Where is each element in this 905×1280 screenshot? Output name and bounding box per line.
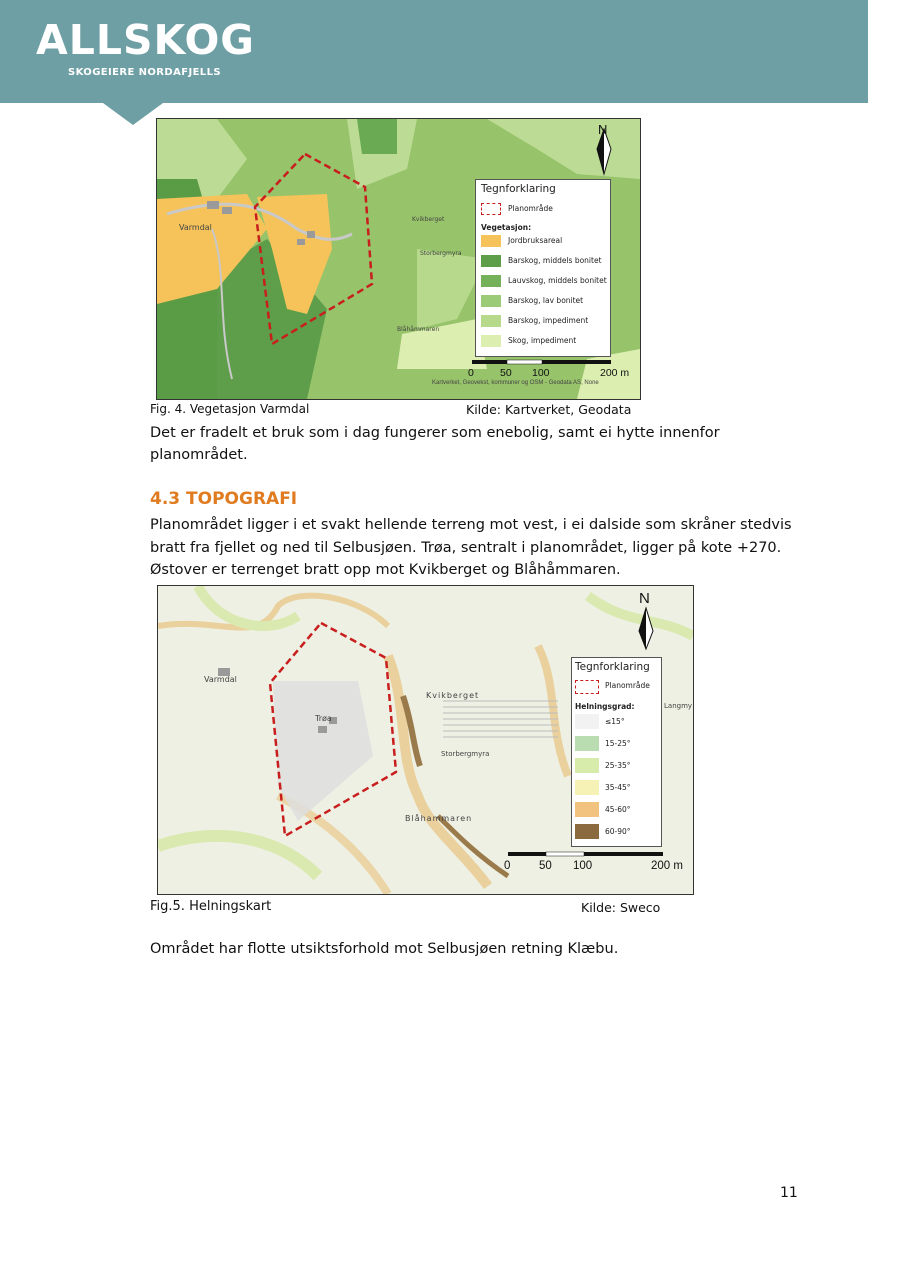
figure-caption: Fig. 4. Vegetasjon Varmdal [150, 402, 310, 416]
figure-source: Kilde: Kartverket, Geodata [466, 402, 632, 417]
place-name: Storbergmyra [441, 750, 490, 758]
legend-label: Barskog, lav bonitet [508, 296, 584, 305]
legend-label: 35-45° [605, 783, 631, 792]
north-label: N [598, 122, 608, 137]
plan-area-swatch [575, 680, 599, 694]
scale-label: 50 [539, 860, 552, 872]
logo-subtitle: SKOGEIERE NORDAFJELLS [68, 67, 221, 78]
legend-swatch [575, 802, 599, 817]
legend-label: Barskog, middels bonitet [508, 256, 602, 265]
place-name: Blåhåmmaren [397, 326, 440, 333]
slope-map [157, 585, 694, 895]
legend-swatch [481, 295, 501, 307]
place-name: Storbergmyra [420, 250, 462, 257]
legend-swatch [575, 714, 599, 729]
legend-row [575, 736, 694, 750]
legend-row [481, 295, 609, 309]
legend-label: ≤15° [605, 717, 625, 726]
place-name: Varmdal [204, 675, 237, 684]
legend-row [575, 802, 694, 816]
legend-label: 25-35° [605, 761, 631, 770]
legend-swatch [575, 780, 599, 795]
plan-area-swatch [481, 203, 501, 215]
legend-label: Jordbruksareal [508, 236, 563, 245]
vegetation-map [156, 118, 641, 400]
figure-caption: Fig.5. Helningskart [150, 899, 272, 914]
legend-label: Planområde [605, 681, 650, 690]
place-name: Trøa [315, 714, 332, 723]
scale-label: 100 [573, 860, 593, 872]
legend-label: 15-25° [605, 739, 631, 748]
legend-swatch [575, 736, 599, 751]
place-name: Kvikberget [426, 691, 480, 700]
legend-swatch [481, 275, 501, 287]
section-heading: 4.3 TOPOGRAFI [150, 489, 298, 509]
logo-title: ALLSKOG [36, 16, 255, 64]
header-notch [103, 103, 163, 125]
scale-label: 200 m [651, 860, 683, 872]
legend-section-heading: Helningsgrad: [575, 702, 635, 711]
place-name: Blåhammaren [405, 814, 473, 823]
scale-label: 50 [500, 367, 512, 379]
legend-row [575, 680, 694, 694]
legend-swatch [575, 824, 599, 839]
legend-label: Barskog, impediment [508, 316, 589, 325]
legend-row [481, 235, 609, 249]
scale-label: 100 [532, 367, 550, 379]
page-header [0, 0, 868, 103]
paragraph-line: Området har flotte utsiktsforhold mot Selbusjøen retning Klæbu. [150, 941, 619, 957]
place-name: Kvikberget [412, 216, 445, 223]
scale-label: 0 [468, 367, 474, 379]
legend-row [481, 315, 609, 329]
figure-source: Kilde: Sweco [581, 900, 661, 915]
legend-row [575, 758, 694, 772]
legend-label: Lauvskog, middels bonitet [508, 276, 607, 285]
page-number: 11 [780, 1185, 798, 1201]
legend-row [481, 335, 609, 349]
legend-label: 45-60° [605, 805, 631, 814]
legend-row [575, 824, 694, 838]
legend-row [575, 780, 694, 794]
legend-row [481, 275, 609, 289]
legend-title: Tegnforklaring [575, 661, 650, 673]
legend-label: Skog, impediment [508, 336, 577, 345]
paragraph-line: Det er fradelt et bruk som i dag fungerer som enebolig, samt ei hytte innenfor [150, 425, 720, 441]
paragraph-line: planområdet. [150, 447, 248, 463]
legend-swatch [481, 315, 501, 327]
place-name: Langmy [664, 702, 693, 710]
legend-swatch [481, 335, 501, 347]
paragraph-line: Østover er terrenget bratt opp mot Kvikberget og Blåhåmmaren. [150, 562, 621, 578]
legend-swatch [481, 235, 501, 247]
scale-label: 200 m [600, 367, 630, 379]
legend-title: Tegnforklaring [481, 183, 556, 195]
place-name: Varmdal [179, 223, 212, 232]
legend-row [575, 714, 694, 728]
legend-row [481, 203, 609, 217]
legend-label: Planområde [508, 204, 553, 213]
paragraph-line: Planområdet ligger i et svakt hellende terreng mot vest, i ei dalside som skråner stedvis [150, 517, 792, 533]
legend [475, 179, 611, 357]
scale-label: 0 [504, 860, 511, 872]
map-attribution: Kartverket, Geovekst, kommuner og OSM - Geodata AS, None [432, 380, 599, 386]
legend-swatch [481, 255, 501, 267]
paragraph-line: bratt fra fjellet og ned til Selbusjøen. Trøa, sentralt i planområdet, ligger på kote +270. [150, 540, 782, 556]
legend [571, 657, 662, 847]
legend-section-heading: Vegetasjon: [481, 223, 532, 232]
legend-swatch [575, 758, 599, 773]
north-label: N [639, 590, 650, 607]
legend-row [481, 255, 609, 269]
legend-label: 60-90° [605, 827, 631, 836]
